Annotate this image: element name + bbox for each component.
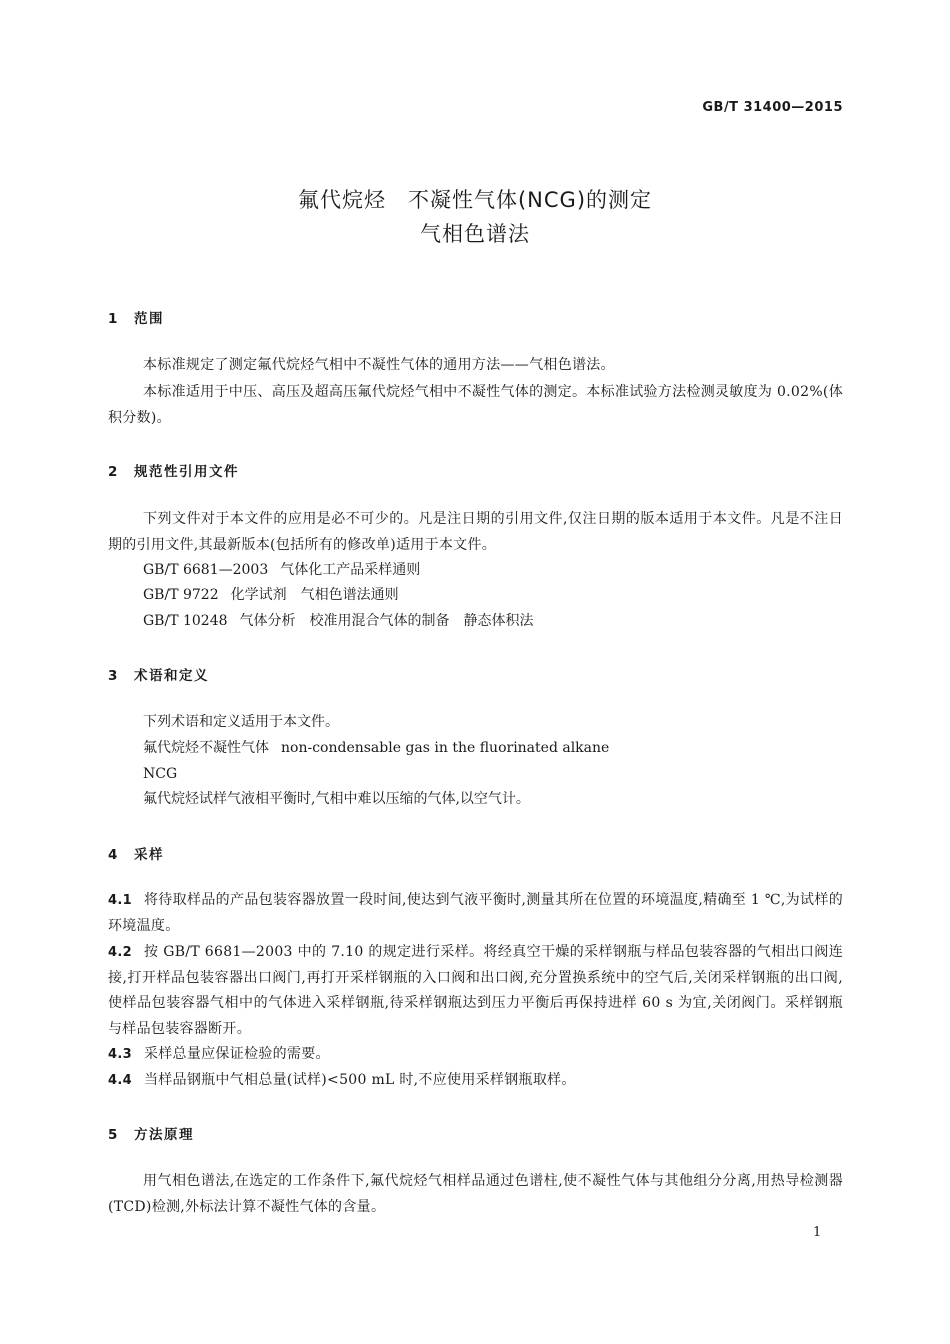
title-part-a: 氟代烷烃: [297, 188, 386, 212]
section-2-heading: [108, 460, 239, 480]
section-1-paragraph-1: 本标准规定了测定氟代烷烃气相中不凝性气体的通用方法——气相色谱法。: [143, 357, 615, 373]
section-number: 3: [108, 668, 119, 684]
reference-title: 化学试剂 气相色谱法通则: [230, 587, 399, 603]
term-entry: [143, 736, 609, 761]
section-title: 方法原理: [134, 1127, 194, 1143]
term-english: non-condensable gas in the fluorinated alkane: [281, 740, 610, 756]
term-chinese: 氟代烷烃不凝性气体: [143, 740, 269, 756]
clause-text: 将待取样品的产品包装容器放置一段时间,使达到气液平衡时,测量其所在位置的环境温度,精确至 1 ℃,为试样的环境温度。: [108, 892, 843, 934]
section-number: 1: [108, 311, 119, 327]
section-title: 术语和定义: [134, 668, 209, 684]
standard-code: GB/T 31400—2015: [702, 100, 843, 115]
clause-number: 4.3: [108, 1047, 132, 1062]
section-5-heading: [108, 1123, 194, 1143]
reference-item: [143, 558, 420, 583]
section-2-paragraph-1: 下列文件对于本文件的应用是必不可少的。凡是注日期的引用文件,仅注日期的版本适用于本文件。凡是不注日期的引用文件,其最新版本(包括所有的修改单)适用于本文件。: [108, 511, 843, 553]
section-number: 4: [108, 847, 119, 863]
section-4-heading: [108, 843, 164, 863]
section-3-heading: [108, 664, 209, 684]
section-1-heading: [108, 307, 164, 327]
title-part-b: 不凝性气体(NCG)的测定: [407, 188, 653, 212]
reference-item: [143, 609, 534, 634]
clause-4-4: [108, 1068, 843, 1094]
reference-code: GB/T 6681—2003: [143, 562, 269, 578]
clause-number: 4.2: [108, 945, 132, 960]
reference-item: [143, 583, 399, 608]
section-5-paragraph-1: 用气相色谱法,在选定的工作条件下,氟代烷烃气相样品通过色谱柱,使不凝性气体与其他组分分离,用热导检测器(TCD)检测,外标法计算不凝性气体的含量。: [108, 1173, 843, 1215]
page-number: 1: [813, 1225, 822, 1240]
clause-4-3: [108, 1042, 843, 1068]
clause-text: 采样总量应保证检验的需要。: [143, 1046, 330, 1062]
title-line-1: [0, 183, 950, 217]
clause-text: 当样品钢瓶中气相总量(试样)<500 mL 时,不应使用采样钢瓶取样。: [143, 1072, 576, 1088]
term-abbreviation: NCG: [143, 766, 178, 782]
clause-number: 4.4: [108, 1073, 132, 1088]
section-title: 范围: [134, 311, 164, 327]
clause-number: 4.1: [108, 893, 132, 908]
document-title: [0, 183, 950, 251]
term-definition: 氟代烷烃试样气液相平衡时,气相中难以压缩的气体,以空气计。: [143, 791, 530, 807]
reference-code: GB/T 9722: [143, 587, 219, 603]
section-title: 采样: [134, 847, 164, 863]
section-number: 2: [108, 464, 119, 480]
reference-title: 气体分析 校准用混合气体的制备 静态体积法: [239, 613, 534, 629]
section-title: 规范性引用文件: [134, 464, 239, 480]
reference-title: 气体化工产品采样通则: [280, 562, 421, 578]
reference-code: GB/T 10248: [143, 613, 228, 629]
section-1-paragraph-2: 本标准适用于中压、高压及超高压氟代烷烃气相中不凝性气体的测定。本标准试验方法检测灵敏度为 0.02%(体积分数)。: [108, 384, 843, 426]
terms-intro: 下列术语和定义适用于本文件。: [143, 714, 339, 730]
clause-text: 按 GB/T 6681—2003 中的 7.10 的规定进行采样。将经真空干燥的采样钢瓶与样品包装容器的气相出口阀连接,打开样品包装容器出口阀门,再打开采样钢瓶的入口阀和出口阀,充分置换系统中的空气后,关闭采样钢瓶的出口阀,使样品包装容器气相中的气体进入采样钢瓶,待采样钢瓶达到压力平衡后再保持进样 60 s 为宜,关闭阀门。采样钢瓶与样品包装容器断开。: [108, 944, 843, 1037]
title-line-2: 气相色谱法: [420, 222, 530, 246]
clause-4-2: [108, 940, 843, 1042]
section-number: 5: [108, 1127, 119, 1143]
clause-4-1: [108, 888, 843, 939]
